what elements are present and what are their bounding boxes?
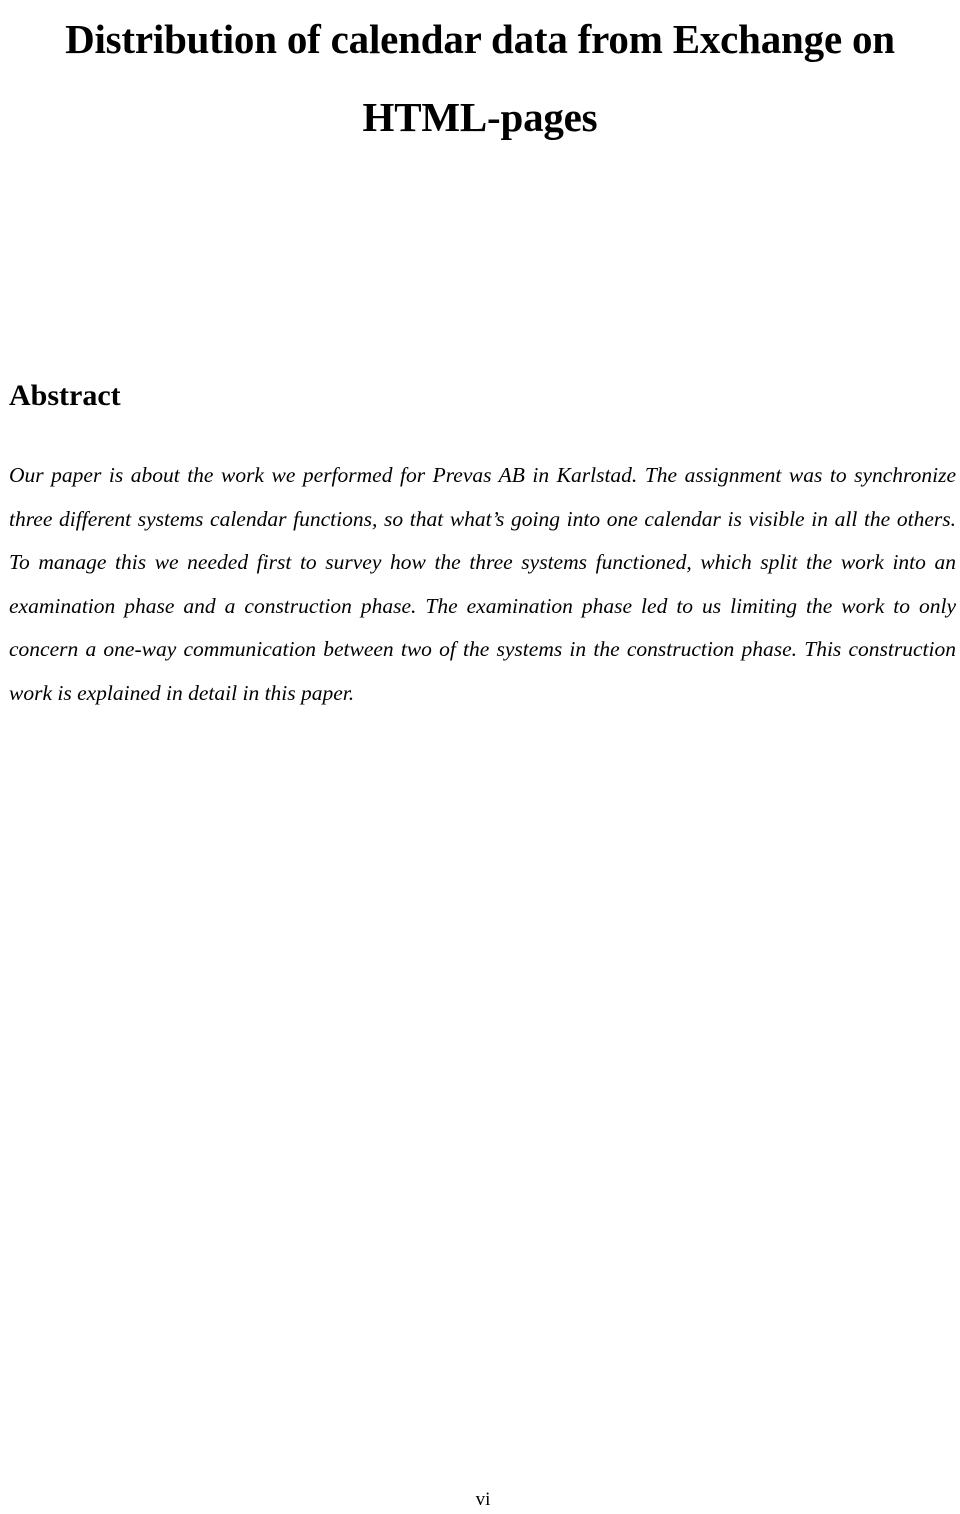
document-title: Distribution of calendar data from Exchange on HTML-pages <box>65 16 895 140</box>
abstract-paragraph: Our paper is about the work we performed for Prevas AB in Karlstad. The assignment was to synchronize three different systems calendar functions, so that what’s going into one calendar is visible in all the others. To manage this we needed first to survey how the three systems functioned, which split the work into an examination phase and a construction phase. The examination phase led to us limiting the work to only concern a one-way communication between two of the systems in the construction phase. This construction work is explained in detail in this paper. <box>9 463 956 705</box>
abstract-heading: Abstract <box>9 379 121 412</box>
page-number: vi <box>475 1489 491 1510</box>
